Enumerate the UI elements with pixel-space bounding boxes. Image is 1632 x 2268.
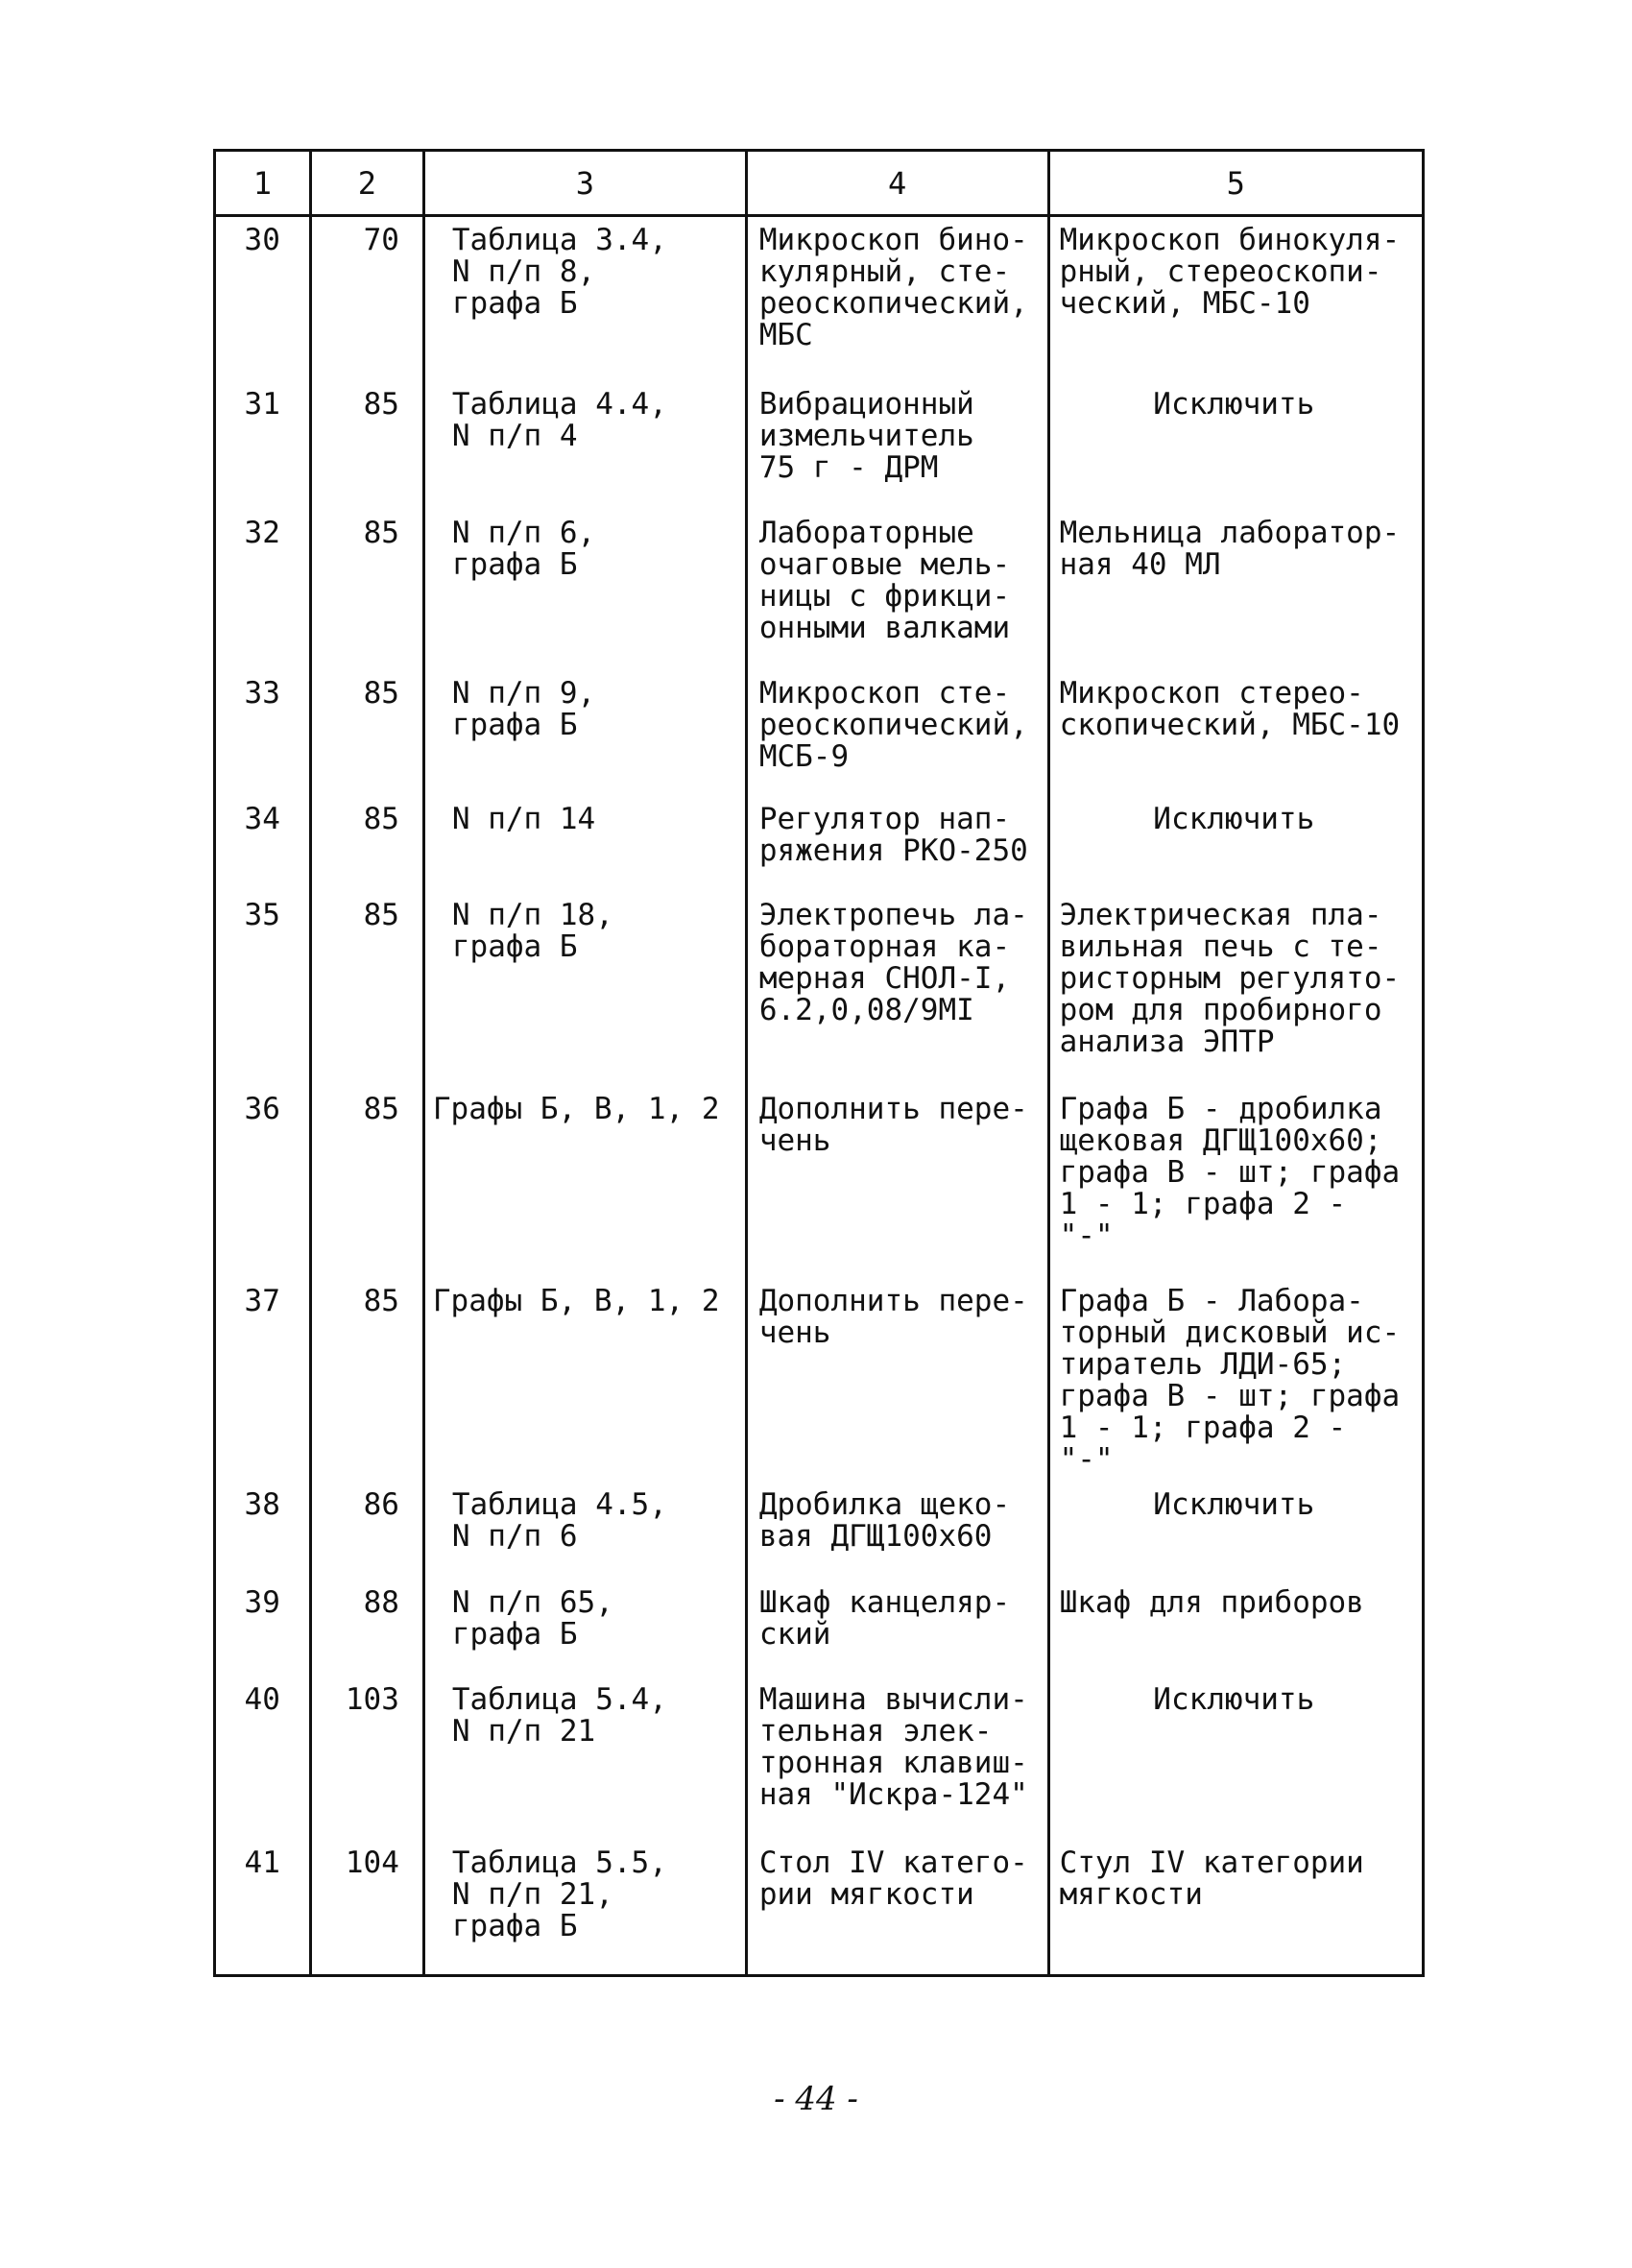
header-col-5: 5 [1048,151,1423,216]
old-text: Шкаф канцеляр- ский [746,1580,1048,1677]
row-number: 33 [215,670,311,796]
new-text: Исключить [1048,1482,1423,1580]
table-row [215,381,1424,509]
old-text: Дробилка щеко- вая ДГЩ100х60 [746,1482,1048,1580]
new-text: Исключить [1048,796,1423,892]
location-ref: Графы Б, В, 1, 2 [423,1086,746,1278]
row-number: 34 [215,796,311,892]
old-text: Регулятор нап- ряжения РКО-250 [746,796,1048,892]
new-text: Микроскоп бинокуля- рный, стереоскопи- ческий, МБС-10 [1048,216,1423,382]
header-col-4: 4 [746,151,1048,216]
row-number: 31 [215,381,311,509]
old-text: Дополнить пере- чень [746,1278,1048,1482]
table-row [215,892,1424,1086]
table-row [215,1580,1424,1677]
page-ref: 85 [310,892,423,1086]
table-row [215,216,1424,382]
new-text: Стул IV категории мягкости [1048,1840,1423,1976]
old-text: Лабораторные очаговые мель- ницы с фрикци- онными валками [746,510,1048,670]
location-ref: N п/п 14 [423,796,746,892]
new-text: Шкаф для приборов [1048,1580,1423,1677]
row-number: 38 [215,1482,311,1580]
old-text: Вибрационный измельчитель 75 г - ДРМ [746,381,1048,509]
page-ref: 85 [310,1278,423,1482]
page-ref: 70 [310,216,423,382]
new-text: Мельница лаборатор- ная 40 МЛ [1048,510,1423,670]
page-ref: 103 [310,1677,423,1839]
page-ref: 85 [310,1086,423,1278]
table-row [215,796,1424,892]
location-ref: Таблица 3.4, N п/п 8, графа Б [423,216,746,382]
location-ref: Таблица 5.4, N п/п 21 [423,1677,746,1839]
new-text: Графа Б - Лабора- торный дисковый ис- тиратель ЛДИ-65; графа В - шт; графа 1 - 1; графа 2 - "-" [1048,1278,1423,1482]
row-number: 32 [215,510,311,670]
location-ref: Таблица 4.5, N п/п 6 [423,1482,746,1580]
location-ref: N п/п 9, графа Б [423,670,746,796]
new-text: Графа Б - дробилка щековая ДГЩ100х60; графа В - шт; графа 1 - 1; графа 2 - "-" [1048,1086,1423,1278]
page-ref: 85 [310,796,423,892]
page-ref: 88 [310,1580,423,1677]
table-row [215,1278,1424,1482]
row-number: 30 [215,216,311,382]
table-row [215,1482,1424,1580]
old-text: Машина вычисли- тельная элек- тронная клавиш- ная "Искра-124" [746,1677,1048,1839]
location-ref: Графы Б, В, 1, 2 [423,1278,746,1482]
header-col-2: 2 [310,151,423,216]
old-text: Дополнить пере- чень [746,1086,1048,1278]
old-text: Микроскоп сте- реоскопический, МСБ-9 [746,670,1048,796]
row-number: 35 [215,892,311,1086]
page-ref: 85 [310,381,423,509]
location-ref: Таблица 4.4, N п/п 4 [423,381,746,509]
new-text: Микроскоп стерео- скопический, МБС-10 [1048,670,1423,796]
location-ref: Таблица 5.5, N п/п 21, графа Б [423,1840,746,1976]
table-row [215,1840,1424,1976]
header-col-3: 3 [423,151,746,216]
location-ref: N п/п 18, графа Б [423,892,746,1086]
row-number: 36 [215,1086,311,1278]
page-ref: 85 [310,670,423,796]
new-text: Исключить [1048,1677,1423,1839]
header-row [215,151,1424,216]
row-number: 39 [215,1580,311,1677]
location-ref: N п/п 6, графа Б [423,510,746,670]
amendments-table [213,149,1425,1977]
table-row [215,670,1424,796]
table-row [215,510,1424,670]
header-col-1: 1 [215,151,311,216]
page-ref: 86 [310,1482,423,1580]
page-number: - 44 - [774,2080,858,2118]
new-text: Электрическая пла- вильная печь с те- ристорным регулято- ром для пробирного анализа ЭПТР [1048,892,1423,1086]
page-ref: 85 [310,510,423,670]
new-text: Исключить [1048,381,1423,509]
row-number: 40 [215,1677,311,1839]
table-row [215,1086,1424,1278]
page-ref: 104 [310,1840,423,1976]
row-number: 41 [215,1840,311,1976]
table-row [215,1677,1424,1839]
old-text: Стол IV катего- рии мягкости [746,1840,1048,1976]
row-number: 37 [215,1278,311,1482]
location-ref: N п/п 65, графа Б [423,1580,746,1677]
old-text: Электропечь ла- бораторная ка- мерная СНОЛ-I, 6.2,0,08/9МI [746,892,1048,1086]
old-text: Микроскоп бино- кулярный, сте- реоскопический, МБС [746,216,1048,382]
